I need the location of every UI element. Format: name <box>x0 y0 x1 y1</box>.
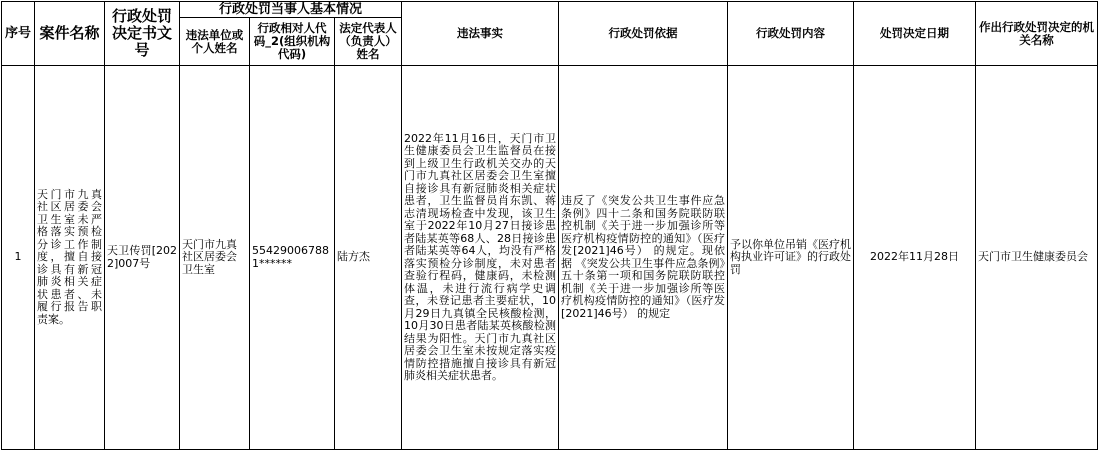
header-party-code: 行政相对人代码_2(组织机构代码) <box>250 18 335 66</box>
header-party-name: 违法单位或个人姓名 <box>180 18 250 66</box>
cell-content: 予以你单位吊销《医疗机构执业许可证》的行政处罚 <box>728 66 854 450</box>
header-party-group: 行政处罚当事人基本情况 <box>180 2 402 18</box>
header-date: 处罚决定日期 <box>854 2 976 66</box>
header-content: 行政处罚内容 <box>728 2 854 66</box>
header-legal-rep: 法定代表人（负责人）姓名 <box>335 18 402 66</box>
penalty-table <box>1 1 1098 450</box>
header-case-name: 案件名称 <box>35 2 105 66</box>
cell-seq: 1 <box>2 66 35 450</box>
header-facts: 违法事实 <box>402 2 559 66</box>
cell-legal-rep: 陆方杰 <box>335 66 402 450</box>
header-basis: 行政处罚依据 <box>559 2 728 66</box>
header-doc-no: 行政处罚决定书文号 <box>105 2 180 66</box>
cell-date: 2022年11月28日 <box>854 66 976 450</box>
header-authority: 作出行政处罚决定的机关名称 <box>976 2 1098 66</box>
table-row <box>2 66 1098 450</box>
cell-party-name: 天门市九真社区居委会卫生室 <box>180 66 250 450</box>
cell-authority: 天门市卫生健康委员会 <box>976 66 1098 450</box>
cell-party-code: 554290067881****** <box>250 66 335 450</box>
cell-doc-no: 天卫传罚[2022]007号 <box>105 66 180 450</box>
cell-facts: 2022年11月16日，天门市卫生健康委员会卫生监督员在接到上级卫生行政机关交办的天门市九真社区居委会卫生室擅自接诊具有新冠肺炎相关症状患者，卫生监督员肖东凯、蒋志清现场检查中发现，该卫生室于2022年10月27日接诊患者陆某英等68人、28日接诊患者陆某英等64人，均没有严格落实预检分诊制度，未对患者查验行程码，健康码，未检测体温，未进行流行病学史调查，未登记患者主要症状，10月29日九真镇全民核酸检测，10月30日患者陆某英核酸检测结果为阳性。天门市九真社区居委会卫生室未按规定落实疫情防控措施擅自接诊具有新冠肺炎相关症状患者。 <box>402 66 559 450</box>
cell-basis: 违反了《突发公共卫生事件应急条例》四十二条和国务院联防联控机制《关于进一步加强诊所等医疗机构疫情防控的通知》（医疗发[2021]46号） 的规定。现依据 《突发公共卫生事件应急条例》五十条第一项和国务院联防联控机制《关于进一步加强诊所等医疗机构疫情防控的通知》（医疗发[2021]46号） 的规定 <box>559 66 728 450</box>
cell-case-name: 天门市九真社区居委会卫生室未严格落实预检分诊工作制度，擅自接诊具有新冠肺炎相关症状患者、未履行报告职责案。 <box>35 66 105 450</box>
header-seq: 序号 <box>2 2 35 66</box>
